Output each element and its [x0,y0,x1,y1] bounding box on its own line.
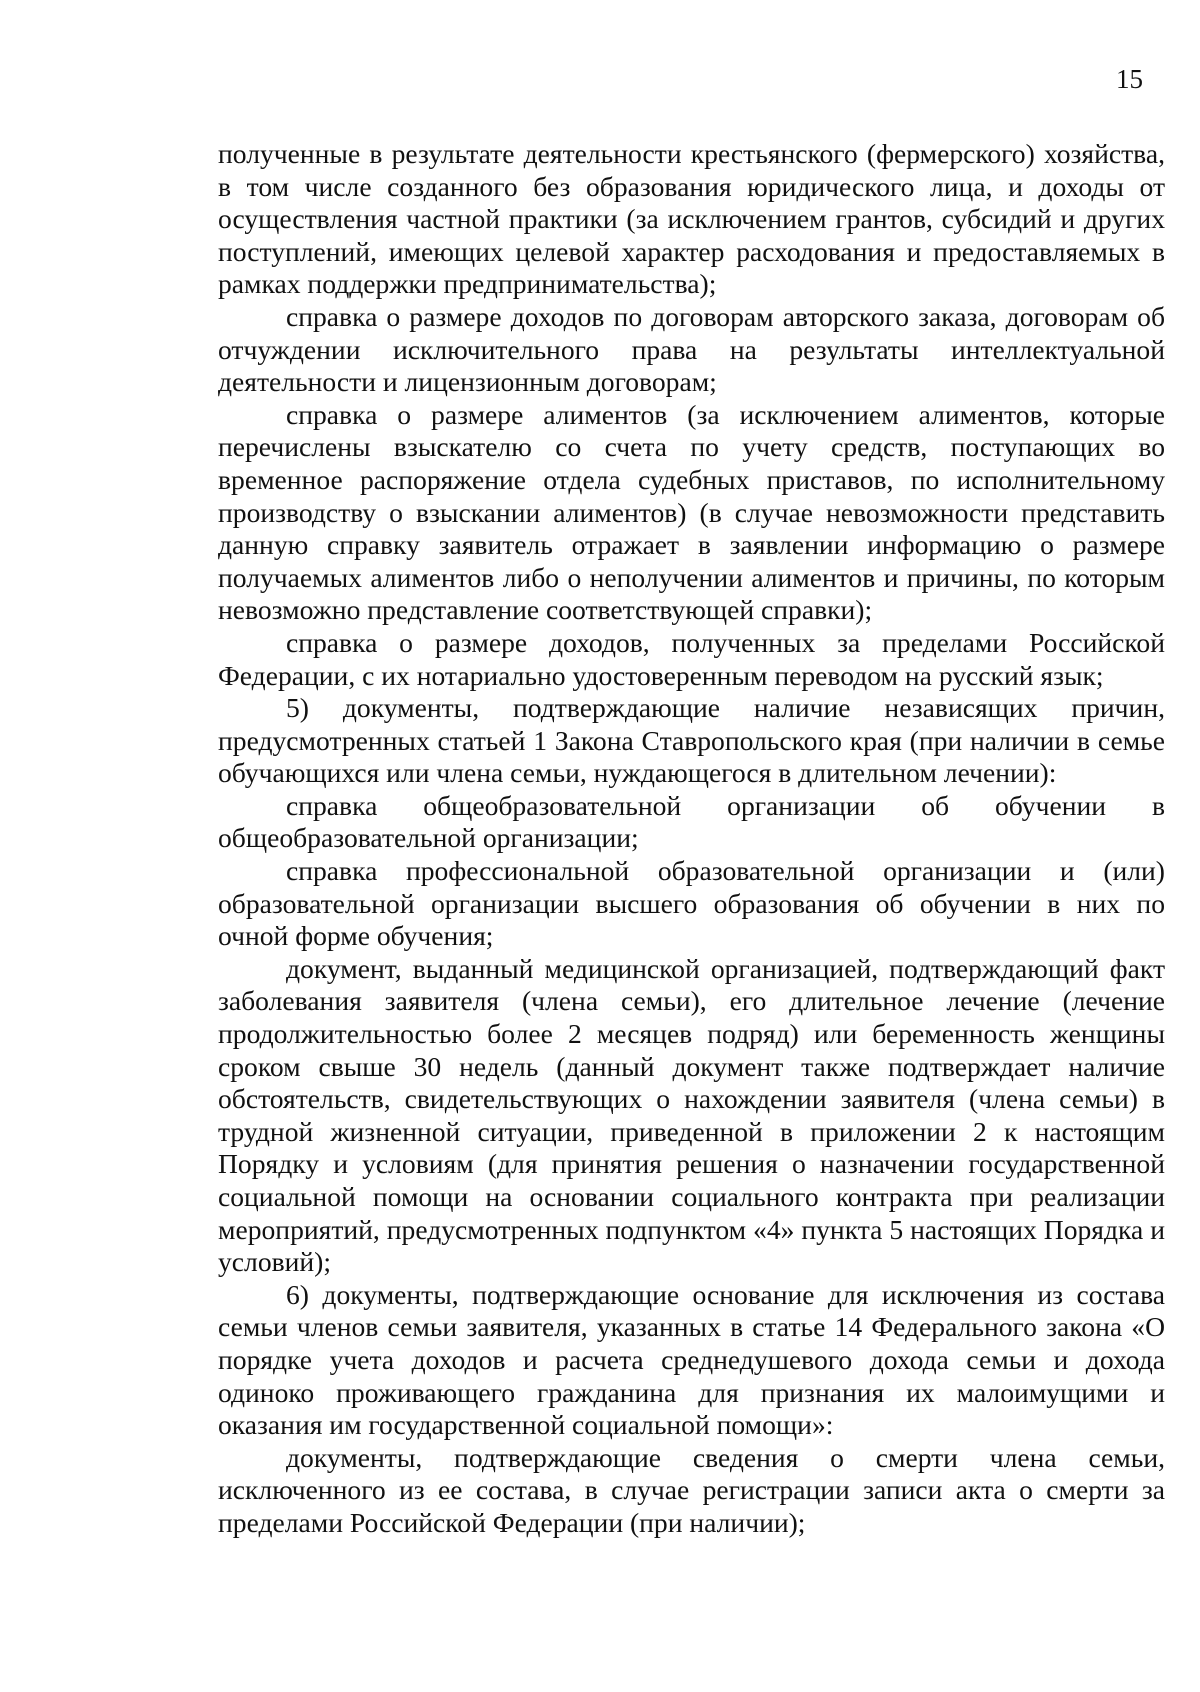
paragraph-item-5: 5) документы, подтверждающие наличие независящих причин, предусмотренных статьей 1 Закона Ставропольского края (при наличии в семье обучающихся или члена семьи, нуждающегося в длительном лечении): [218,692,1165,789]
document-body [218,138,1165,1540]
paragraph-school-certificate: справка общеобразовательной организации об обучении в общеобразовательной организации; [218,789,1165,854]
paragraph-alimony: справка о размере алиментов (за исключением алиментов, которые перечислены взыскателю со счета по учету средств, поступающих во временное распоряжение отдела судебных приставов, по исполнительному производству о взыскании алиментов) (в случае невозможности представить данную справку заявитель отражает в заявлении информацию о размере получаемых алиментов либо о неполучении алиментов и причины, по которым невозможно представление соответствующей справки); [218,398,1165,626]
paragraph-medical-document: документ, выданный медицинской организацией, подтверждающий факт заболевания заявителя (члена семьи), его длительное лечение (лечение продолжительностью более 2 месяцев подряд) или беременность женщины сроком свыше 30 недель (данный документ также подтверждает наличие обстоятельств, свидетельствующих о нахождении заявителя (члена семьи) в трудной жизненной ситуации, приведенной в приложении 2 к настоящим Порядку и условиям (для принятия решения о назначении государственной социальной помощи на основании социального контракта при реализации мероприятий, предусмотренных подпунктом «4» пункта 5 настоящих Порядка и условий); [218,952,1165,1278]
paragraph-foreign-income: справка о размере доходов, полученных за пределами Российской Федерации, с их нотариально удостоверенным переводом на русский язык; [218,626,1165,691]
paragraph-death-documents: документы, подтверждающие сведения о смерти члена семьи, исключенного из ее состава, в случае регистрации записи акта о смерти за пределами Российской Федерации (при наличии); [218,1441,1165,1538]
paragraph-income-farming: полученные в результате деятельности крестьянского (фермерского) хозяйства, в том числе созданного без образования юридического лица, и доходы от осуществления частной практики (за исключением грантов, субсидий и других поступлений, имеющих целевой характер расходования и предоставляемых в рамках поддержки предпринимательства); [218,138,1165,300]
paragraph-item-6: 6) документы, подтверждающие основание для исключения из состава семьи членов семьи заявителя, указанных в статье 14 Федерального закона «О порядке учета доходов и расчета среднедушевого дохода семьи и дохода одиноко проживающего гражданина для признания их малоимущими и оказания им государственной социальной помощи»: [218,1278,1165,1441]
paragraph-college-certificate: справка профессиональной образовательной организации и (или) образовательной организации высшего образования об обучении в них по очной форме обучения; [218,855,1165,952]
page-number: 15 [1116,64,1143,94]
paragraph-author-contracts: справка о размере доходов по договорам авторского заказа, договорам об отчуждении исключительного права на результаты интеллектуальной деятельности и лицензионным договорам; [218,300,1165,398]
